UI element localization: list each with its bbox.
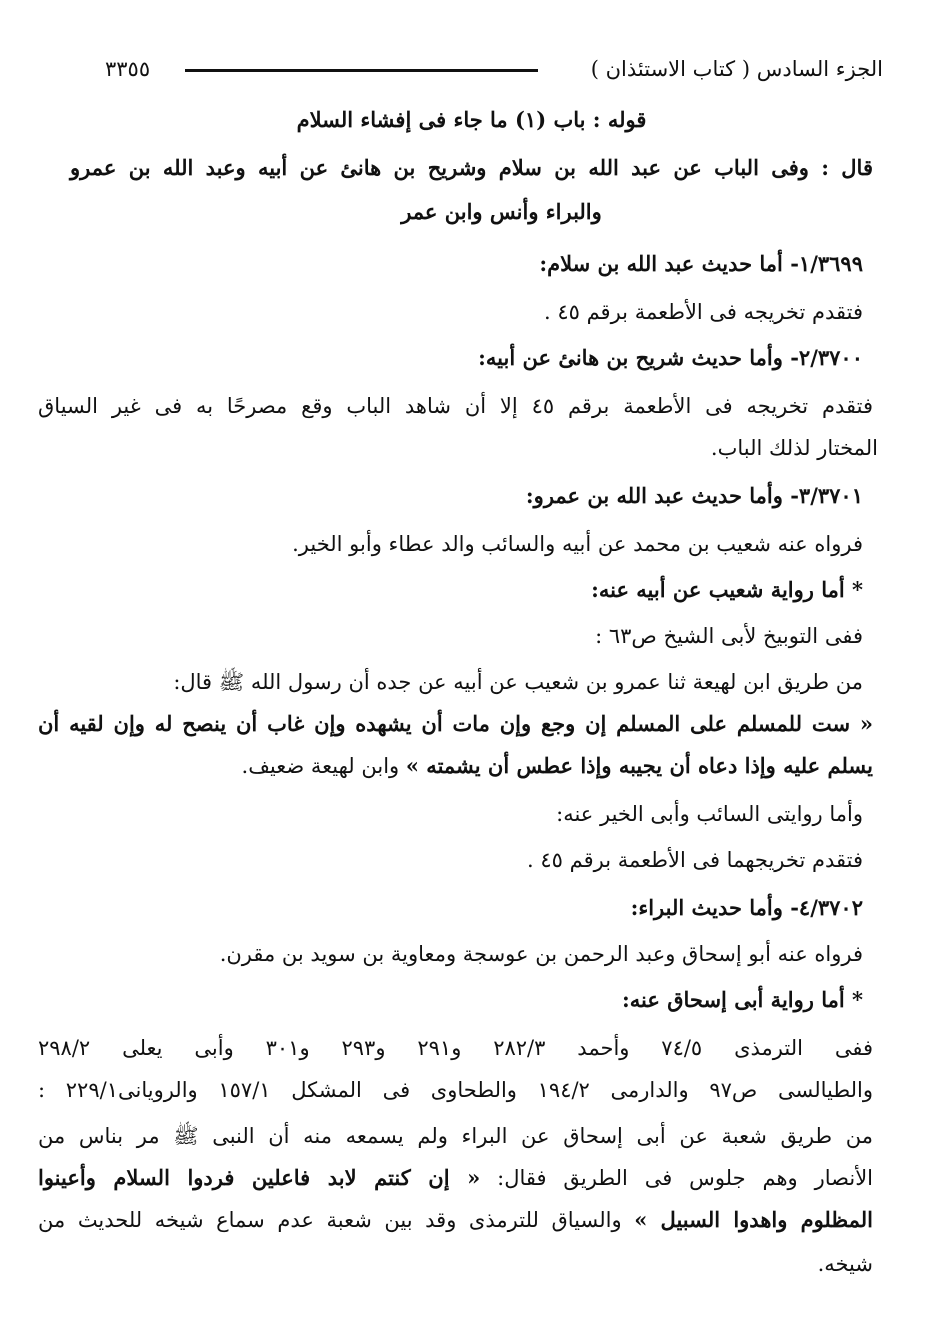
paragraph-saib-takhrij: فتقدم تخريجهما فى الأطعمة برقم ٤٥ . <box>527 848 863 872</box>
paragraph-saib: وأما روايتى السائب وأبى الخير عنه: <box>556 802 863 826</box>
hadith-text-bold: يسلم عليه وإذا دعاه أن يجيبه وإذا عطس أن يشمته » <box>405 753 873 778</box>
paragraph-tawbikh: ففى التوبيخ لأبى الشيخ ص٦٣ : <box>595 624 863 648</box>
hadith-heading-3: ٣/٣٧٠١- وأما حديث عبد الله بن عمرو: <box>525 483 863 508</box>
said-line-2: والبراء وأنس وابن عمر <box>401 199 602 224</box>
hadith-heading-4: ٤/٣٧٠٢- وأما حديث البراء: <box>630 895 863 920</box>
paragraph-3: فرواه عنه شعيب بن محمد عن أبيه والسائب والد عطاء وأبو الخير. <box>292 532 863 556</box>
hadith-commentary: والسياق للترمذى وقد بين شعبة عدم سماع شيخه للحديث من <box>38 1208 635 1232</box>
said-line-1: قال : وفى الباب عن عبد الله بن سلام وشريح بن هانئ عن أبيه وعبد الله بن عمرو <box>70 155 873 180</box>
hadith-text-line-2 <box>242 746 873 786</box>
running-title: الجزء السادس ( كتاب الاستئذان ) <box>590 57 883 81</box>
running-header <box>105 52 883 88</box>
sources-line-2: والطيالسى ص٩٧ والدارمى ١٩٤/٢ والطحاوى فى المشكل ١٥٧/١ والرويانى٢٢٩/١ : <box>38 1078 873 1102</box>
hadith-intro-plain: الأنصار وهم جلوس فى الطريق فقال: <box>480 1166 874 1190</box>
hadith-grading: وابن لهيعة ضعيف. <box>241 754 406 778</box>
isnad-line-2: من طريق شعبة عن أبى إسحاق عن البراء ولم يسمعه منه أن النبى ﷺ مر بناس من <box>38 1124 873 1148</box>
page-number: ٣٣٥٥ <box>105 57 151 81</box>
hadith-heading-2: ٢/٣٧٠٠- وأما حديث شريح بن هانئ عن أبيه: <box>478 345 863 370</box>
hadith-text-line-4 <box>38 1200 873 1240</box>
hadith-text-bold-2: « إن كنتم لابد فاعلين فردوا السلام وأعينوا <box>38 1165 481 1190</box>
isnad-line-1: من طريق ابن لهيعة ثنا عمرو بن شعيب عن أبيه عن جده أن رسول الله ﷺ قال: <box>173 670 863 694</box>
hadith-text-bold-3: المظلوم واهدوا السبيل » <box>634 1207 873 1232</box>
narration-heading-abu-ishaq: * أما رواية أبى إسحاق عنه: <box>622 987 863 1012</box>
paragraph-2-line-2: المختار لذلك الباب. <box>710 436 878 460</box>
hadith-text-line-1: « ست للمسلم على المسلم إن وجع وإن مات أن يشهده وإن غاب أن ينصح له وإن لقيه أن <box>38 711 873 736</box>
paragraph-1: فتقدم تخريجه فى الأطعمة برقم ٤٥ . <box>543 300 863 324</box>
header-rule <box>185 69 538 72</box>
sources-line-1: ففى الترمذى ٧٤/٥ وأحمد ٢٨٢/٣ و٢٩١ و٢٩٣ و٣٠١ وأبى يعلى ٢٩٨/٢ <box>38 1036 873 1060</box>
closing-line: شيخه. <box>817 1252 873 1276</box>
chapter-heading: قوله : باب (١) ما جاء فى إفشاء السلام <box>296 107 647 132</box>
hadith-heading-1: ١/٣٦٩٩- أما حديث عبد الله بن سلام: <box>539 251 863 276</box>
paragraph-2-line-1: فتقدم تخريجه فى الأطعمة برقم ٤٥ إلا أن شاهد الباب وقع مصرحًا به فى غير السياق <box>38 394 874 418</box>
narration-heading-shuayb: * أما رواية شعيب عن أبيه عنه: <box>591 577 863 602</box>
paragraph-4: فرواه عنه أبو إسحاق وعبد الرحمن بن عوسجة ومعاوية بن سويد بن مقرن. <box>219 942 863 966</box>
hadith-text-line-3 <box>38 1158 873 1198</box>
